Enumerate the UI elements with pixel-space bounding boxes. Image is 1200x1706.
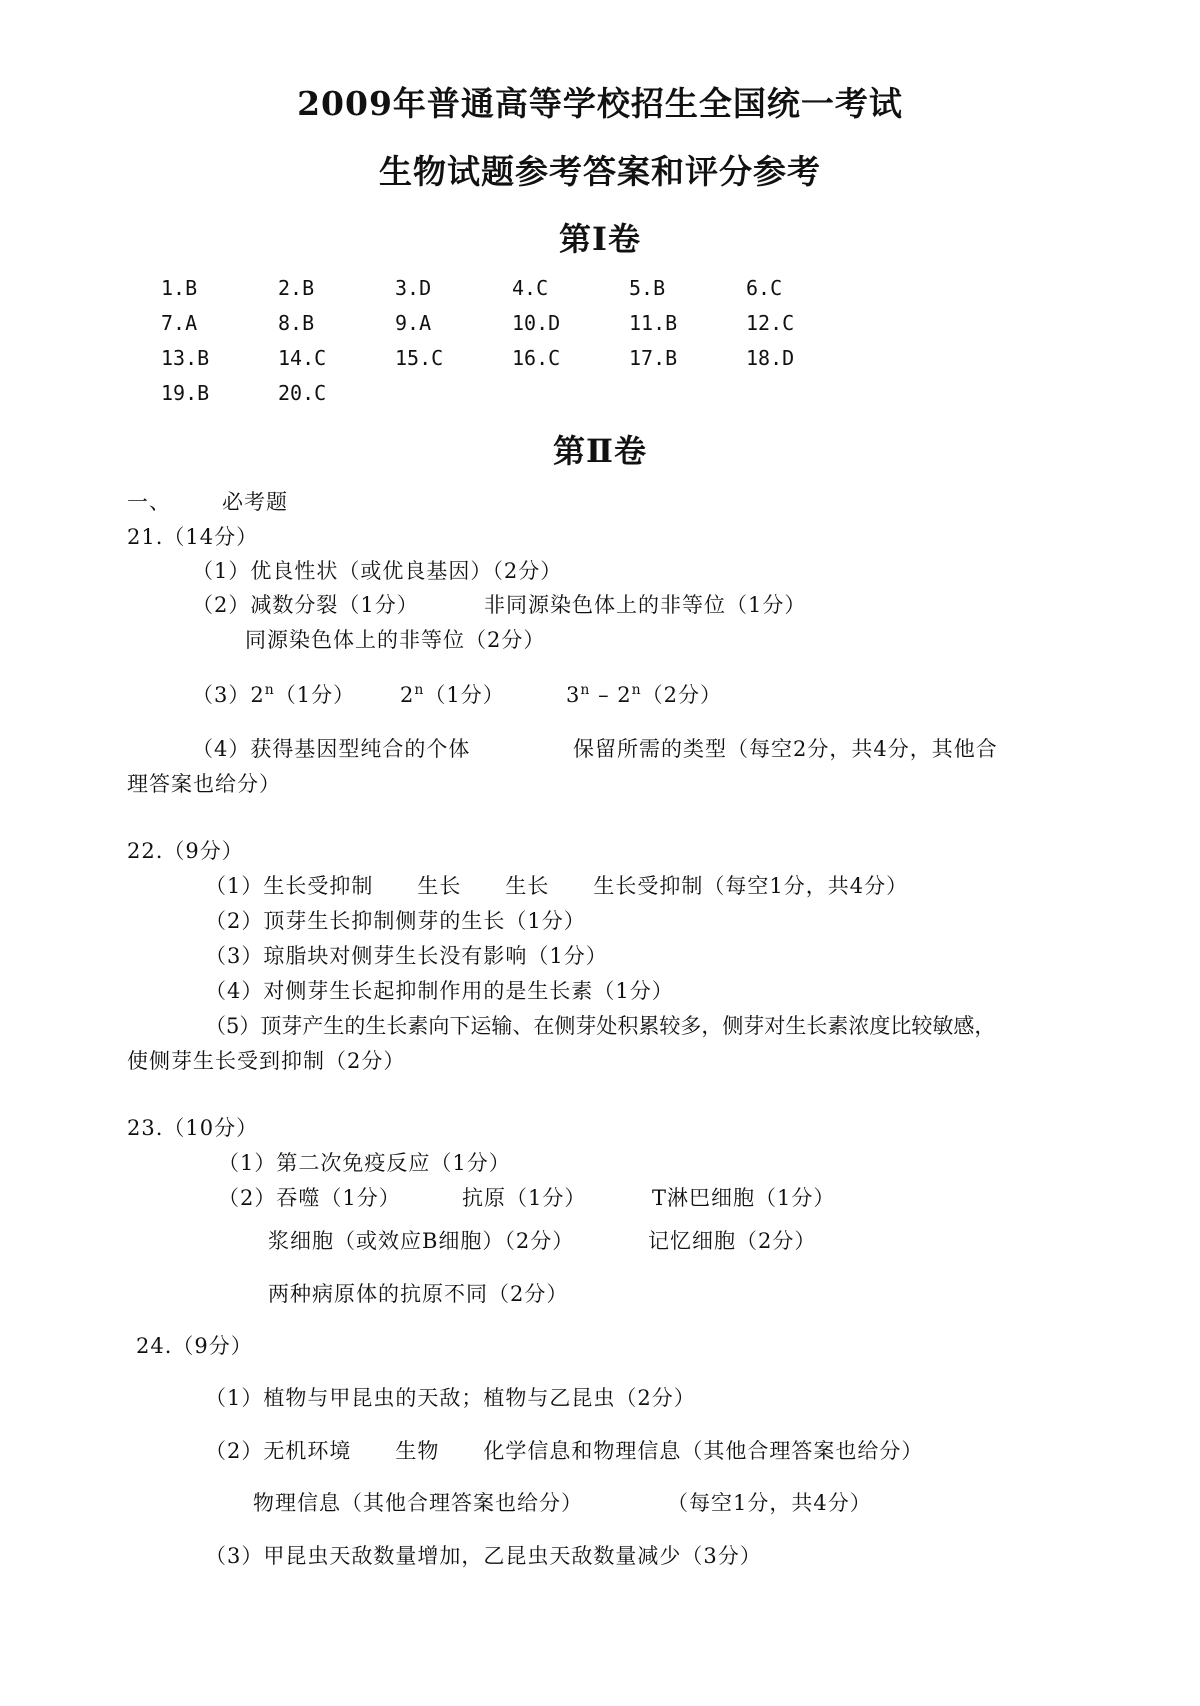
q22-header: 22.（9分） [127, 839, 244, 863]
answer-item: 9.A [395, 311, 432, 335]
answer-item: 2.B [278, 276, 315, 300]
answer-item: 16.C [512, 346, 561, 370]
q21-answer-4c: 理答案也给分） [127, 772, 281, 796]
answer-item: 8.B [278, 311, 315, 335]
q24-answer-2c: （每空1分，共4分） [667, 1491, 872, 1515]
q21-answer-4a: （4）获得基因型纯合的个体 [192, 737, 471, 761]
q21-answer-3 [192, 679, 355, 709]
answer-item: 7.A [161, 311, 198, 335]
document-subtitle: 生物试题参考答案和评分参考 [379, 152, 821, 191]
q21-expr1-base: 2 [250, 683, 265, 707]
answer-item: 6.C [746, 276, 783, 300]
answer-item: 4.C [512, 276, 549, 300]
q23-answer-2e: 记忆细胞（2分） [648, 1229, 817, 1253]
q21-answer-2b: 非同源染色体上的非等位（1分） [484, 593, 807, 617]
q21-answer-4b: 保留所需的类型（每空2分，共4分，其他合 [573, 737, 998, 761]
answer-item: 19.B [161, 381, 210, 405]
section-number: 一、 [127, 490, 171, 514]
q21-answer-2c: 同源染色体上的非等位（2分） [245, 628, 546, 652]
q23-answer-2b: 抗原（1分） [462, 1186, 587, 1210]
answer-item: 10.D [512, 311, 561, 335]
q21-expr2-base: 2 [400, 683, 415, 707]
q23-header: 23.（10分） [127, 1116, 259, 1140]
q23-answer-2c: T淋巴细胞（1分） [652, 1186, 836, 1210]
q21-expr3-exponent-2: n [631, 682, 642, 698]
q23-answer-2f: 两种病原体的抗原不同（2分） [268, 1282, 569, 1306]
q21-expr3-score: （2分） [641, 683, 723, 707]
q21-answer-3-expr3 [566, 679, 722, 709]
answer-item: 11.B [629, 311, 678, 335]
q21-expr1-exponent: n [264, 682, 275, 698]
answer-item: 15.C [395, 346, 444, 370]
q21-header: 21.（14分） [127, 525, 259, 549]
q21-expr1-score: （1分） [274, 683, 356, 707]
part1-heading: 第Ⅰ卷 [559, 220, 641, 258]
q21-expr3-exponent-1: n [580, 682, 591, 698]
q22-answer-1: （1）生长受抑制 生长 生长 生长受抑制（每空1分，共4分） [205, 874, 909, 898]
q21-expr3-minus: – 2 [590, 683, 632, 707]
q23-answer-1: （1）第二次免疫反应（1分） [218, 1151, 511, 1175]
q21-answer-3-prefix: （3） [192, 683, 251, 707]
q24-answer-2b: 物理信息（其他合理答案也给分） [253, 1491, 583, 1515]
answer-item: 3.D [395, 276, 432, 300]
q21-expr2-score: （1分） [424, 683, 505, 707]
answer-item: 17.B [629, 346, 678, 370]
q24-answer-3: （3）甲昆虫天敌数量增加，乙昆虫天敌数量减少（3分） [205, 1544, 762, 1568]
q22-answer-2: （2）顶芽生长抑制侧芽的生长（1分） [205, 909, 586, 933]
q21-answer-1: （1）优良性状（或优良基因）（2分） [192, 559, 563, 583]
q22-answer-5: （5）顶芽产生的生长素向下运输、在侧芽处积累较多，侧芽对生长素浓度比较敏感， [205, 1014, 996, 1038]
answer-item: 14.C [278, 346, 327, 370]
q24-header: 24.（9分） [136, 1334, 253, 1358]
document-title: 2009年普通高等学校招生全国统一考试 [297, 84, 903, 123]
q21-expr3-base: 3 [566, 683, 581, 707]
q22-answer-5b: 使侧芽生长受到抑制（2分） [127, 1049, 406, 1073]
q23-answer-2a: （2）吞噬（1分） [218, 1186, 401, 1210]
q22-answer-3: （3）琼脂块对侧芽生长没有影响（1分） [205, 944, 608, 968]
answer-item: 18.D [746, 346, 795, 370]
q24-answer-1: （1）植物与甲昆虫的天敌；植物与乙昆虫（2分） [205, 1386, 696, 1410]
q24-answer-2a: （2）无机环境 生物 化学信息和物理信息（其他合理答案也给分） [205, 1439, 924, 1463]
q22-answer-4: （4）对侧芽生长起抑制作用的是生长素（1分） [205, 979, 674, 1003]
section-title: 必考题 [222, 490, 288, 514]
answer-item: 5.B [629, 276, 666, 300]
part2-heading: 第Ⅱ卷 [553, 432, 647, 470]
q21-answer-2a: （2）减数分裂（1分） [192, 593, 419, 617]
q21-answer-3-expr2 [400, 679, 505, 709]
q23-answer-2d: 浆细胞（或效应B细胞）（2分） [268, 1229, 575, 1253]
q21-expr2-exponent: n [414, 682, 425, 698]
answer-item: 13.B [161, 346, 210, 370]
answer-item: 20.C [278, 381, 327, 405]
answer-item: 12.C [746, 311, 795, 335]
answer-item: 1.B [161, 276, 198, 300]
